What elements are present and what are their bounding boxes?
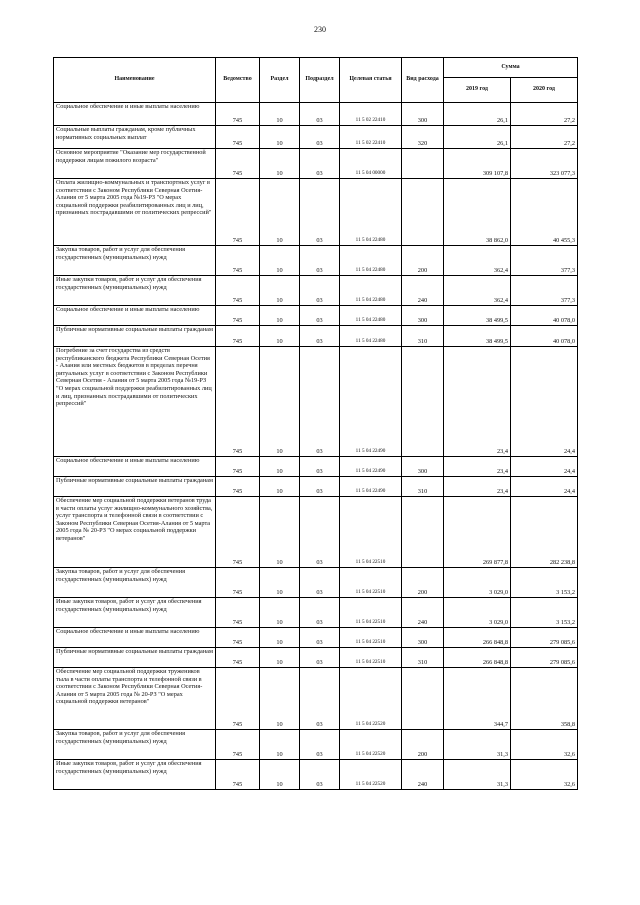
cell-name: Закупка товаров, работ и услуг для обеспечения государственных (муниципальных) нужд <box>54 730 216 760</box>
cell-sec: 10 <box>260 103 300 126</box>
cell-sub: 03 <box>300 668 340 730</box>
cell-vr: 300 <box>402 306 444 326</box>
cell-y2020: 24,4 <box>511 477 578 497</box>
cell-sec: 10 <box>260 568 300 598</box>
cell-sub: 03 <box>300 246 340 276</box>
header-target: Целевая статья <box>340 58 402 103</box>
cell-sub: 03 <box>300 760 340 790</box>
cell-dept: 745 <box>216 568 260 598</box>
cell-vr: 310 <box>402 477 444 497</box>
cell-dept: 745 <box>216 326 260 347</box>
cell-name: Иные закупки товаров, работ и услуг для обеспечения государственных (муниципальных) нужд <box>54 598 216 628</box>
cell-dept: 745 <box>216 598 260 628</box>
cell-y2020: 40 078,0 <box>511 326 578 347</box>
cell-y2020: 32,6 <box>511 730 578 760</box>
table-row <box>54 760 578 790</box>
cell-csr: 11 5 04 22480 <box>340 306 402 326</box>
cell-csr: 11 5 04 22480 <box>340 179 402 246</box>
cell-y2019: 362,4 <box>444 246 511 276</box>
cell-y2019: 23,4 <box>444 347 511 457</box>
cell-y2019: 38 499,5 <box>444 306 511 326</box>
cell-sec: 10 <box>260 347 300 457</box>
cell-csr: 11 5 04 22520 <box>340 760 402 790</box>
header-sum: Сумма <box>444 58 578 78</box>
cell-name: Закупка товаров, работ и услуг для обеспечения государственных (муниципальных) нужд <box>54 246 216 276</box>
cell-sec: 10 <box>260 760 300 790</box>
cell-sub: 03 <box>300 477 340 497</box>
cell-y2020: 40 455,3 <box>511 179 578 246</box>
table-row <box>54 126 578 149</box>
cell-sub: 03 <box>300 730 340 760</box>
cell-name: Социальное обеспечение и иные выплаты населению <box>54 306 216 326</box>
cell-y2019: 344,7 <box>444 668 511 730</box>
header-name: Наименование <box>54 58 216 103</box>
cell-csr: 11 5 04 22490 <box>340 457 402 477</box>
table-row <box>54 598 578 628</box>
cell-y2020: 377,3 <box>511 246 578 276</box>
cell-sec: 10 <box>260 477 300 497</box>
cell-sec: 10 <box>260 326 300 347</box>
cell-csr: 11 5 04 22520 <box>340 730 402 760</box>
cell-vr: 240 <box>402 276 444 306</box>
cell-dept: 745 <box>216 347 260 457</box>
header-section: Раздел <box>260 58 300 103</box>
cell-name: Закупка товаров, работ и услуг для обеспечения государственных (муниципальных) нужд <box>54 568 216 598</box>
cell-sec: 10 <box>260 179 300 246</box>
cell-csr: 11 5 04 22510 <box>340 568 402 598</box>
cell-csr: 11 5 04 22510 <box>340 628 402 648</box>
cell-sec: 10 <box>260 648 300 668</box>
cell-csr: 11 5 02 22410 <box>340 103 402 126</box>
table-row <box>54 246 578 276</box>
cell-sub: 03 <box>300 306 340 326</box>
cell-name: Социальное обеспечение и иные выплаты населению <box>54 628 216 648</box>
cell-dept: 745 <box>216 628 260 648</box>
cell-csr: 11 5 04 22480 <box>340 246 402 276</box>
cell-csr: 11 5 04 00000 <box>340 149 402 179</box>
cell-dept: 745 <box>216 306 260 326</box>
cell-sub: 03 <box>300 648 340 668</box>
cell-sec: 10 <box>260 730 300 760</box>
cell-dept: 745 <box>216 126 260 149</box>
table-row <box>54 568 578 598</box>
header-2020: 2020 год <box>511 78 578 103</box>
cell-vr: 240 <box>402 598 444 628</box>
cell-y2020: 282 238,8 <box>511 497 578 568</box>
table-row <box>54 276 578 306</box>
cell-dept: 745 <box>216 179 260 246</box>
cell-vr: 300 <box>402 103 444 126</box>
table-row <box>54 668 578 730</box>
cell-csr: 11 5 04 22480 <box>340 276 402 306</box>
cell-y2019: 26,1 <box>444 103 511 126</box>
cell-name: Иные закупки товаров, работ и услуг для обеспечения государственных (муниципальных) нужд <box>54 760 216 790</box>
table-row <box>54 497 578 568</box>
cell-y2020: 32,6 <box>511 760 578 790</box>
cell-sub: 03 <box>300 103 340 126</box>
cell-vr: 310 <box>402 326 444 347</box>
cell-name: Обеспечение мер социальной поддержки тружеников тыла в части оплаты транспорта и телефонной связи в соответствии с Законом Республики Северная Осетия-Алания от 5 марта 2005 года № 20-РЗ "О мерах социальной поддержки ветеранов" <box>54 668 216 730</box>
table-row <box>54 347 578 457</box>
cell-dept: 745 <box>216 477 260 497</box>
cell-dept: 745 <box>216 668 260 730</box>
cell-y2019: 309 107,8 <box>444 149 511 179</box>
cell-y2019: 26,1 <box>444 126 511 149</box>
cell-csr: 11 5 04 22510 <box>340 648 402 668</box>
cell-y2019: 31,3 <box>444 760 511 790</box>
cell-csr: 11 5 04 22510 <box>340 598 402 628</box>
header-expense-type: Вид расхода <box>402 58 444 103</box>
cell-name: Погребение за счет государства из средств республиканского бюджета Республики Северная Осетия - Алания или местных бюджетов в пределах перечня ритуальных услуг в соответствии с Законом Республики Северная Осетия - Алания от 5 марта 2005 года №19-РЗ "О мерах социальной поддержки реабилитированных лиц и лиц, признанных пострадавшими от политических репрессий" <box>54 347 216 457</box>
cell-csr: 11 5 04 22510 <box>340 497 402 568</box>
cell-name: Оплата жилищно-коммунальных и транспортных услуг в соответствии с Законом Республики Северная Осетия-Алания от 5 марта 2005 года №19-РЗ "О мерах социальной поддержки реабилитированных лиц и лиц, признанных пострадавшими от политических репрессий" <box>54 179 216 246</box>
cell-dept: 745 <box>216 246 260 276</box>
table-row <box>54 326 578 347</box>
cell-y2019: 266 848,8 <box>444 648 511 668</box>
cell-y2019: 3 029,0 <box>444 598 511 628</box>
cell-sec: 10 <box>260 149 300 179</box>
cell-y2019: 38 499,5 <box>444 326 511 347</box>
cell-vr <box>402 497 444 568</box>
cell-y2020: 323 077,3 <box>511 149 578 179</box>
cell-name: Основное мероприятие "Оказание мер государственной поддержки лицам пожилого возраста" <box>54 149 216 179</box>
table-row <box>54 149 578 179</box>
table-row <box>54 730 578 760</box>
cell-y2019: 23,4 <box>444 457 511 477</box>
cell-name: Публичные нормативные социальные выплаты гражданам <box>54 477 216 497</box>
table-body <box>54 103 578 790</box>
cell-csr: 11 5 04 22490 <box>340 477 402 497</box>
cell-y2020: 27,2 <box>511 103 578 126</box>
cell-vr: 240 <box>402 760 444 790</box>
header-subsection: Подраздел <box>300 58 340 103</box>
header-2019: 2019 год <box>444 78 511 103</box>
cell-y2020: 279 085,6 <box>511 628 578 648</box>
cell-y2020: 24,4 <box>511 347 578 457</box>
table-row <box>54 628 578 648</box>
cell-y2019: 269 877,8 <box>444 497 511 568</box>
cell-dept: 745 <box>216 149 260 179</box>
cell-dept: 745 <box>216 276 260 306</box>
cell-csr: 11 5 02 22410 <box>340 126 402 149</box>
table-row <box>54 477 578 497</box>
cell-sub: 03 <box>300 179 340 246</box>
cell-dept: 745 <box>216 730 260 760</box>
table-row <box>54 457 578 477</box>
cell-name: Публичные нормативные социальные выплаты гражданам <box>54 326 216 347</box>
budget-table <box>53 57 578 790</box>
cell-name: Иные закупки товаров, работ и услуг для обеспечения государственных (муниципальных) нужд <box>54 276 216 306</box>
cell-csr: 11 5 04 22520 <box>340 668 402 730</box>
cell-y2019: 31,3 <box>444 730 511 760</box>
cell-y2019: 3 029,0 <box>444 568 511 598</box>
cell-vr <box>402 347 444 457</box>
cell-sec: 10 <box>260 246 300 276</box>
cell-name: Социальное обеспечение и иные выплаты населению <box>54 103 216 126</box>
cell-y2020: 279 085,6 <box>511 648 578 668</box>
cell-csr: 11 5 04 22490 <box>340 347 402 457</box>
cell-sec: 10 <box>260 276 300 306</box>
cell-vr: 300 <box>402 457 444 477</box>
cell-y2020: 358,8 <box>511 668 578 730</box>
cell-sub: 03 <box>300 628 340 648</box>
cell-sub: 03 <box>300 276 340 306</box>
cell-sec: 10 <box>260 497 300 568</box>
cell-y2020: 24,4 <box>511 457 578 477</box>
cell-y2020: 3 153,2 <box>511 598 578 628</box>
cell-sub: 03 <box>300 457 340 477</box>
cell-sub: 03 <box>300 497 340 568</box>
cell-vr: 300 <box>402 628 444 648</box>
table-row <box>54 103 578 126</box>
table-header <box>54 58 578 103</box>
cell-csr: 11 5 04 22480 <box>340 326 402 347</box>
cell-dept: 745 <box>216 648 260 668</box>
cell-sec: 10 <box>260 126 300 149</box>
cell-dept: 745 <box>216 497 260 568</box>
cell-name: Обеспечение мер социальной поддержки ветеранов труда в части оплаты услуг жилищно-коммунального хозяйства, услуг транспорта и телефонной связи в соответствии с Законом Республики Северная Осетия-Алания от 5 марта 2005 года № 20-РЗ "О мерах социальной поддержки ветеранов" <box>54 497 216 568</box>
cell-sec: 10 <box>260 598 300 628</box>
cell-sub: 03 <box>300 126 340 149</box>
cell-vr <box>402 149 444 179</box>
cell-y2020: 40 078,0 <box>511 306 578 326</box>
cell-vr: 310 <box>402 648 444 668</box>
cell-y2020: 27,2 <box>511 126 578 149</box>
cell-y2019: 23,4 <box>444 477 511 497</box>
cell-sub: 03 <box>300 149 340 179</box>
cell-sub: 03 <box>300 326 340 347</box>
cell-dept: 745 <box>216 760 260 790</box>
cell-dept: 745 <box>216 103 260 126</box>
cell-y2020: 3 153,2 <box>511 568 578 598</box>
cell-sub: 03 <box>300 598 340 628</box>
cell-dept: 745 <box>216 457 260 477</box>
cell-vr <box>402 668 444 730</box>
cell-sub: 03 <box>300 347 340 457</box>
cell-vr <box>402 179 444 246</box>
cell-vr: 200 <box>402 246 444 276</box>
cell-name: Публичные нормативные социальные выплаты гражданам <box>54 648 216 668</box>
cell-sub: 03 <box>300 568 340 598</box>
table-row <box>54 648 578 668</box>
cell-name: Социальное обеспечение и иные выплаты населению <box>54 457 216 477</box>
cell-vr: 200 <box>402 568 444 598</box>
page-number: 230 <box>314 25 326 34</box>
cell-sec: 10 <box>260 457 300 477</box>
cell-sec: 10 <box>260 668 300 730</box>
cell-name: Социальные выплаты гражданам, кроме публичных нормативных социальных выплат <box>54 126 216 149</box>
cell-sec: 10 <box>260 306 300 326</box>
cell-sec: 10 <box>260 628 300 648</box>
table-row <box>54 179 578 246</box>
cell-vr: 200 <box>402 730 444 760</box>
header-ministry: Ведомство <box>216 58 260 103</box>
cell-y2019: 362,4 <box>444 276 511 306</box>
cell-y2019: 38 862,0 <box>444 179 511 246</box>
cell-y2020: 377,3 <box>511 276 578 306</box>
table-row <box>54 306 578 326</box>
cell-y2019: 266 848,8 <box>444 628 511 648</box>
cell-vr: 320 <box>402 126 444 149</box>
